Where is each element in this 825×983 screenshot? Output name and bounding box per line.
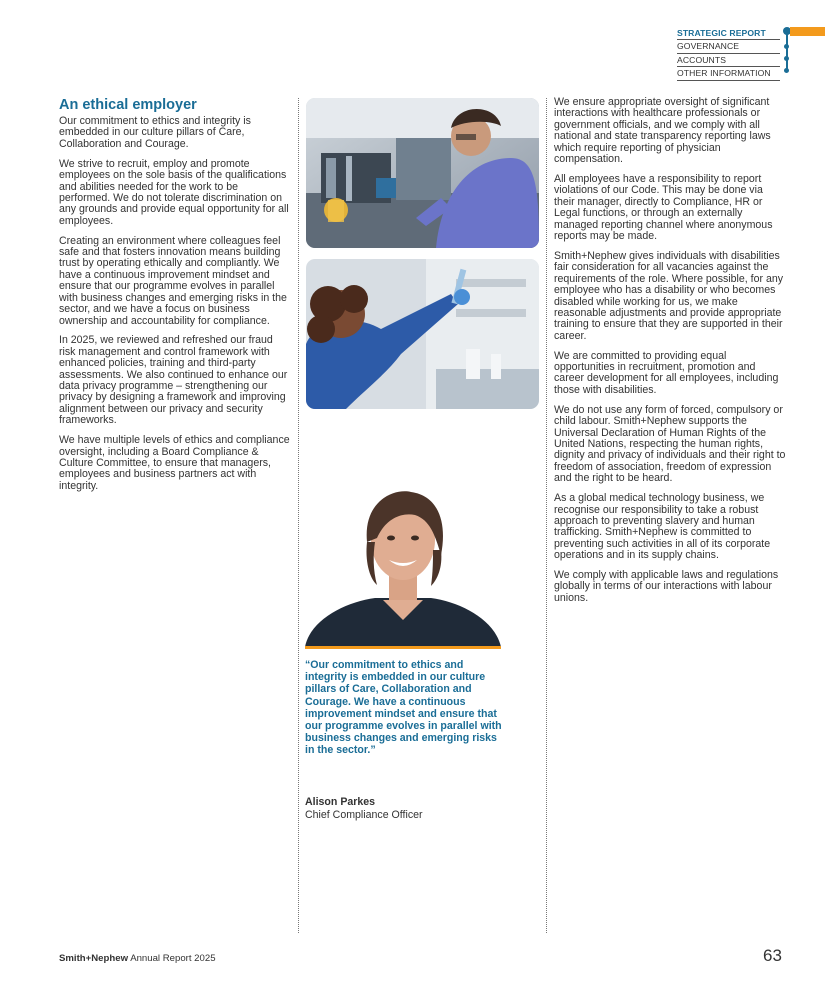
paragraph: Smith+Nephew gives individuals with disabilities fair consideration for all vacancies against the requirements of the role. Where possible, for any employee who has a disability or who becomes disabled while working for us, we make reasonable adjustments and provide appropriate training to ensure that they are supported in their career. xyxy=(554,249,784,342)
lab-photo-scientist xyxy=(306,98,539,248)
nav-item-governance[interactable]: GOVERNANCE xyxy=(677,40,780,53)
portrait-alison-parkes xyxy=(305,480,501,647)
quote-author-name: Alison Parkes xyxy=(305,796,376,808)
portrait-accent-line xyxy=(305,646,501,649)
pull-quote: “Our commitment to ethics and integrity is embedded in our culture pillars of Care, Collaboration and Courage. We have a continuous improvement mindset and ensure that our programme evolves in parallel with business changes and emerging risks in the sector.” xyxy=(305,659,502,757)
paragraph: We ensure appropriate oversight of significant interactions with healthcare professionals or government officials, and we comply with all national and state transparency reporting laws which require reporting of physician compensation. xyxy=(554,96,771,166)
nav-item-strategic-report[interactable]: STRATEGIC REPORT xyxy=(677,27,780,40)
section-nav xyxy=(677,27,780,81)
brand-name: Smith+Nephew xyxy=(59,953,129,964)
nav-dot xyxy=(784,68,789,73)
paragraph: Our commitment to ethics and integrity is embedded in our culture pillars of Care, Collaboration and Courage. xyxy=(59,115,251,150)
nav-item-other-information[interactable]: OTHER INFORMATION xyxy=(677,67,780,80)
footer-brand xyxy=(59,953,216,964)
paragraph: We comply with applicable laws and regulations globally in terms of our interactions with labour unions. xyxy=(554,569,779,604)
nav-item-accounts[interactable]: ACCOUNTS xyxy=(677,54,780,67)
paragraph: Creating an environment where colleagues feel safe and that fosters innovation means building trust by operating ethically and compliantly. We have a continuous improvement mindset and ensure that our programme evolves in parallel with business changes and emerging risks in the sector, and we have a focus on business ownership and accountability for compliance. xyxy=(59,234,287,327)
paragraph: We have multiple levels of ethics and compliance oversight, including a Board Compliance & Culture Committee, to ensure that managers, employees and business partners act with integrity. xyxy=(59,434,290,492)
right-column xyxy=(554,97,786,613)
paragraph: We do not use any form of forced, compulsory or child labour. Smith+Nephew supports the Universal Declaration of Human Rights of the United Nations, respecting the human rights, dignity and privacy of individuals and their right to freedom of association, freedom of expression and the right to be heard. xyxy=(554,403,786,485)
paragraph: As a global medical technology business, we recognise our responsibility to take a robust approach to preventing slavery and human trafficking. Smith+Nephew is committed to preventing such activities in all of its corporate operations and in its supply chains. xyxy=(554,492,771,562)
lab-photo-researcher xyxy=(306,259,539,409)
column-divider xyxy=(546,98,547,933)
section-title: An ethical employer xyxy=(59,97,197,113)
nav-dot xyxy=(784,44,789,49)
column-divider xyxy=(298,98,299,933)
section-tab-marker xyxy=(790,27,825,36)
paragraph: In 2025, we reviewed and refreshed our fraud risk management and control framework with enhanced policies, training and third-party assessments. We also continued to enhance our data privacy programme – strengthening our privacy by designing a framework and improving alignment between our privacy and security frameworks. xyxy=(59,334,288,427)
paragraph: All employees have a responsibility to report violations of our Code. This may be done via their manager, directly to Compliance, HR or Legal functions, or through an externally managed reporting channel where anonymous reports may be made. xyxy=(554,172,773,242)
page-number: 63 xyxy=(763,946,782,965)
paragraph: We strive to recruit, employ and promote employees on the sole basis of the qualifications and abilities needed for the work to be performed. We do not tolerate discrimination on any grounds and provide equal opportunity for all employees. xyxy=(59,157,289,227)
report-name: Annual Report 2025 xyxy=(130,953,216,964)
left-column xyxy=(59,97,291,501)
quote-author-role: Chief Compliance Officer xyxy=(305,809,423,821)
nav-progress-track xyxy=(786,30,788,72)
paragraph: We are committed to providing equal opportunities in recruitment, promotion and career development for all employees, including those with disabilities. xyxy=(554,349,779,396)
nav-dot xyxy=(784,56,789,61)
